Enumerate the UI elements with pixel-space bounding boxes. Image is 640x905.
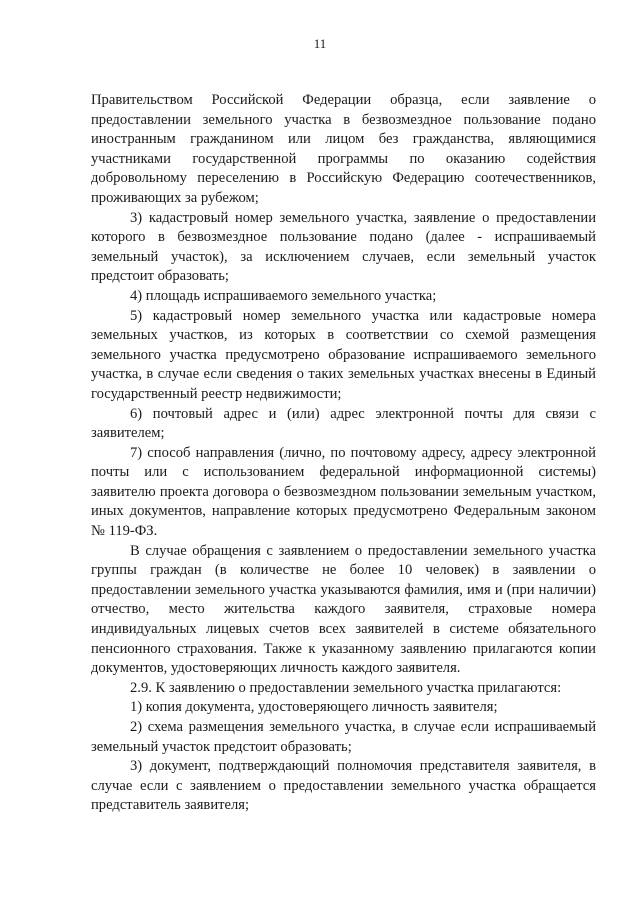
paragraph-attachment-1: 1) копия документа, удостоверяющего личность заявителя; [130, 699, 498, 716]
paragraph-item-4: 4) площадь испрашиваемого земельного участка; [130, 287, 437, 304]
paragraph-item-3: 3) кадастровый номер земельного участка, заявление о предоставлении которого в безвозмездное пользование подано (далее - испрашиваемый земельный участок), за исключением случаев, если земельный участок предстоит образовать; [91, 209, 596, 285]
paragraph-attachment-3: 3) документ, подтверждающий полномочия представителя заявителя, в случае если с заявлением о предоставлении земельного участка обращается представитель заявителя; [91, 758, 596, 814]
paragraph-section-2-9: 2.9. К заявлению о предоставлении земельного участка прилагаются: [130, 679, 562, 696]
paragraph-item-6: 6) почтовый адрес и (или) адрес электронной почты для связи с заявителем; [91, 405, 596, 442]
document-body [91, 91, 596, 816]
paragraph-item-5: 5) кадастровый номер земельного участка или кадастровые номера земельных участков, из которых в соответствии со схемой размещения земельного участка предусмотрено образование испрашиваемого земельного участка, в случае если сведения о таких земельных участках внесены в Единый государственный реестр недвижимости; [91, 307, 596, 402]
page-number: 11 [313, 36, 327, 51]
paragraph-item-7: 7) способ направления (лично, по почтовому адресу, адресу электронной почты или с использованием федеральной информационной системы) заявителю проекта договора о безвозмездном пользовании земельным участком, иных документов, направление которых предусмотрено Федеральным законом № 119-ФЗ. [91, 444, 596, 540]
paragraph-attachment-2: 2) схема размещения земельного участка, в случае если испрашиваемый земельный участок предстоит образовать; [91, 719, 596, 755]
paragraph-continuation: Правительством Российской Федерации образца, если заявление о предоставлении земельного участка в безвозмездное пользование подано иностранным гражданином или лицом без гражданства, являющимися участниками государственной программы по оказанию содействия добровольному переселению в Российскую Федерацию соотечественников, проживающих за рубежом; [91, 92, 596, 206]
paragraph-group-application: В случае обращения с заявлением о предоставлении земельного участка группы граждан (в количестве не более 10 человек) в заявлении о предоставлении земельного участка указываются фамилия, имя и (при наличии) отчество, место жительства каждого заявителя, страховые номера индивидуальных лицевых счетов всех заявителей в системе обязательного пенсионного страхования. Также к указанному заявлению прилагаются копии документов, удостоверяющих личность каждого заявителя. [91, 542, 596, 677]
